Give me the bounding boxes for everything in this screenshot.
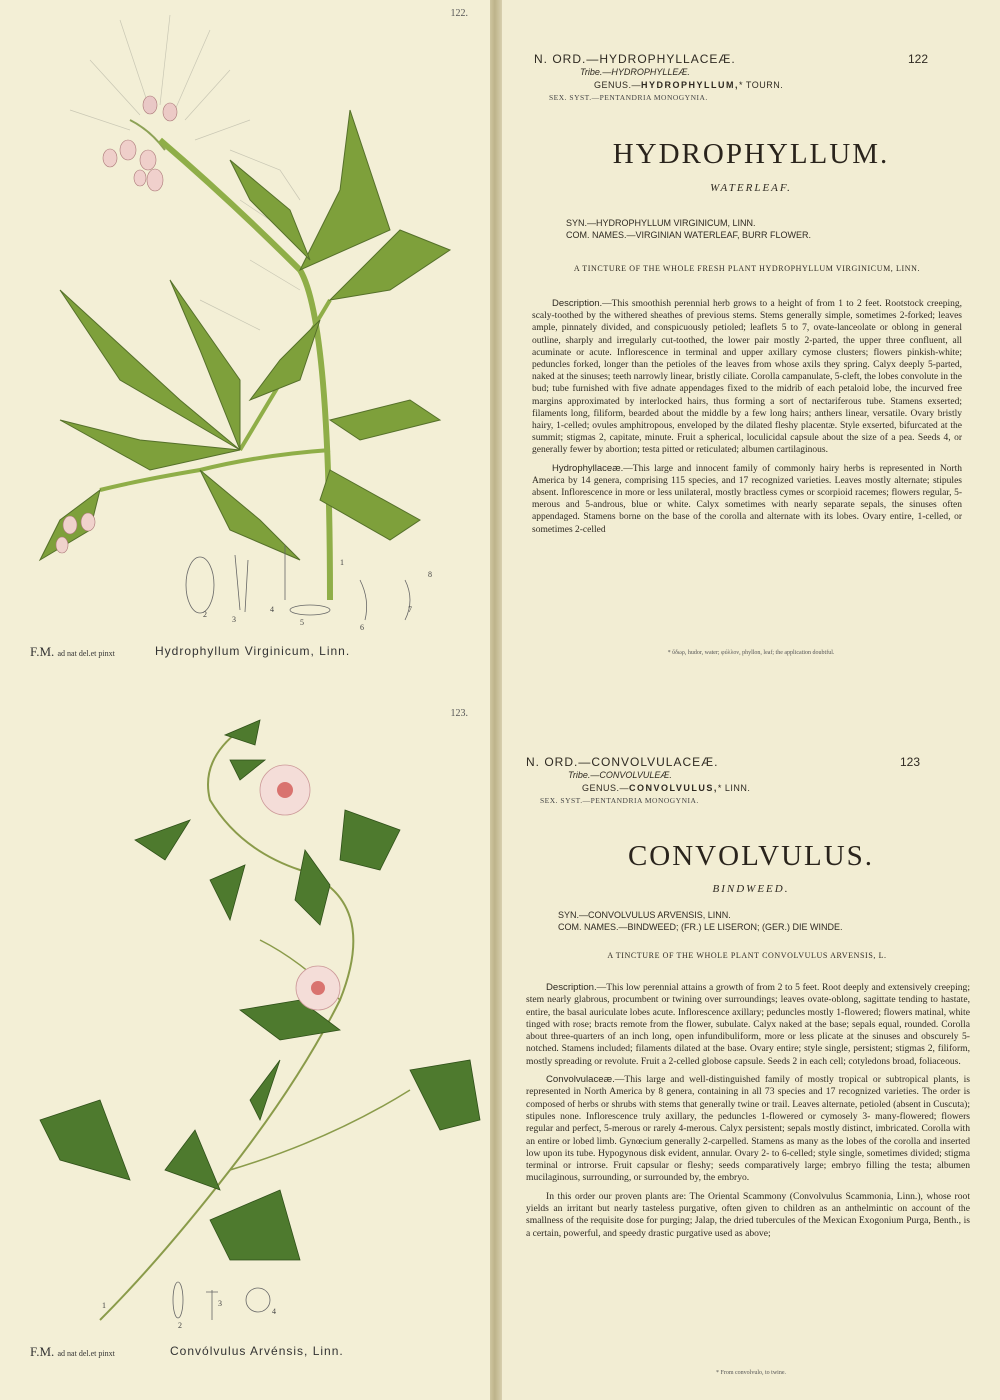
family-paragraph xyxy=(526,1074,970,1185)
plate-number: 122. xyxy=(450,8,468,19)
common-name: WATERLEAF. xyxy=(710,182,792,194)
genus-name: CONVOLVULUS, xyxy=(629,783,718,793)
description-paragraph xyxy=(526,982,970,1068)
tincture-line: A TINCTURE OF THE WHOLE FRESH PLANT HYDROPHYLLUM VIRGINICUM, LINN. xyxy=(573,264,921,273)
plate-caption: Convólvulus Arvénsis, Linn. xyxy=(170,1344,344,1358)
fig-2: 2 xyxy=(203,610,207,619)
plate-number: 123. xyxy=(450,708,468,719)
extra-paragraph: In this order our proven plants are: The Oriental Scammony (Convolvulus Scammonia, Linn.), whose root yields an irritant but nearly tasteless purgative, often given to children as an anthelmintic on account of the smallness of the requisite dose for purging; Jalap, the dried tubercules of the Mexican Exogonium Purga, Benth., is a certain, powerful, and speedy drastic purgative used as above; xyxy=(526,1190,970,1239)
leaves xyxy=(40,720,480,1260)
genus-name: HYDROPHYLLUM, xyxy=(641,80,740,90)
genus-suffix: * LINN. xyxy=(717,783,751,793)
convolvulus-plate xyxy=(0,700,490,1400)
fig-4: 4 xyxy=(272,1307,276,1316)
description-paragraph xyxy=(532,298,962,457)
monogram: F.M. xyxy=(30,644,55,659)
family-text: —This large and well-distinguished family of mostly tropical or subtropical plants, is represented in North America by 8 genera, containing in all 73 species and 17 recognized varieties. The order is composed of herbs or shrubs with stems that generally twine or trail. Leaves alternate, petioled (absent in Cuscuta); stipules none. Inflorescence truly axillary, the peduncles 1-flowered or cymosely 3- many-flowered; flowers regular and perfect, 5-merous or rarely 4-merous. Calyx persistent; sepals mostly distinct, imbricated. Corolla with an entire or lobed limb. Gynœcium generally 2-carpelled. Stamens as many as the lobes of the corolla and inserted low upon its tube. Hypogynous disk evident, annular. Ovary 2- to 6-celled; style single, sometimes divided; stigma terminal or introrse. Fruit capsular or fleshy; seeds comparatively large; embryo filling the testa; albumen mucilaginous, surrounding, or surrounded by, the embryo. xyxy=(526,1074,970,1184)
genus-line xyxy=(582,783,750,793)
description-lead: Description. xyxy=(546,982,597,993)
com-names-line: COM. NAMES.—VIRGINIAN WATERLEAF, BURR FLOWER. xyxy=(566,230,812,240)
family-lead: Convolvulaceæ. xyxy=(546,1074,615,1086)
syn-line: SYN.—HYDROPHYLLUM VIRGINICUM, LINN. xyxy=(566,218,756,228)
hydrophyllum-plate xyxy=(0,0,490,700)
figure-numbers xyxy=(102,1299,276,1330)
monogram-note: ad nat del.et pinxt xyxy=(57,649,115,658)
sketch-lines xyxy=(70,15,300,330)
gutter xyxy=(490,0,502,700)
fig-2: 2 xyxy=(178,1321,182,1330)
syn-line: SYN.—CONVOLVULUS ARVENSIS, LINN. xyxy=(558,910,731,920)
fig-5: 5 xyxy=(300,618,304,627)
bottom-spread xyxy=(0,700,1000,1400)
monogram-note: ad nat del.et pinxt xyxy=(57,1349,115,1358)
fig-8: 8 xyxy=(428,570,432,579)
common-name: BINDWEED. xyxy=(712,883,790,895)
fig-6: 6 xyxy=(360,623,364,632)
synonyms xyxy=(566,217,811,241)
sexual-system: SEX. SYST.—PENTANDRIA MONOGYNIA. xyxy=(540,796,699,805)
description-text: —This low perennial attains a growth of from 2 to 5 feet. Root deeply and extensively creeping; stem nearly glabrous, procumbent or twining over surroundings; leaves ovate-oblong, sagittate tending to hastate, entire, the basal auriculate lobes acute. Inflorescence axillary; peduncles mostly 1-flowered; flowers matinal, white tinged with rose; bracts remote from the flower, subulate. Calyx naked at the base; sepals equal, rounded. Corolla about three-quarters of an inch long, open infundibuliform, more or less plicate at the sinuses and obscurely 5-notched. Stamens included; filaments dilated at the base. Ovary entire; style single, persistent; stigmas 2, filiform, mostly spreading or revolute. Fruit a 2-celled globose capsule. Seeds 2 in each cell; cotyledons broad, foliaceous. xyxy=(526,982,970,1067)
hydrophyllum-illustration xyxy=(0,0,490,700)
detail-figures xyxy=(186,545,410,620)
footnote: * ὕδωρ, hudor, water; φύλλον, phyllon, leaf; the application doubtful. xyxy=(667,650,835,656)
page-title: HYDROPHYLLUM. xyxy=(612,138,890,170)
tincture-line: A TINCTURE OF THE WHOLE PLANT CONVOLVULUS ARVENSIS, L. xyxy=(607,951,887,960)
fig-4: 4 xyxy=(270,605,274,614)
sexual-system: SEX. SYST.—PENTANDRIA MONOGYNIA. xyxy=(549,93,708,102)
genus-prefix: GENUS.— xyxy=(594,80,642,90)
natural-order: N. ORD.—CONVOLVULACEÆ. xyxy=(526,755,719,769)
natural-order: N. ORD.—HYDROPHYLLACEÆ. xyxy=(534,52,736,66)
tribe: Tribe.—CONVOLVULEÆ. xyxy=(568,770,672,780)
tribe: Tribe.—HYDROPHYLLEÆ. xyxy=(580,67,690,77)
page-number: 123 xyxy=(899,755,920,769)
page-title: CONVOLVULUS. xyxy=(627,840,875,872)
convolvulus-text-page xyxy=(502,700,1000,1400)
synonyms xyxy=(558,909,843,933)
body-text xyxy=(532,298,962,542)
page-number: 122 xyxy=(907,52,928,66)
body-text xyxy=(526,982,970,1246)
description-text: —This smoothish perennial herb grows to a height of from 1 to 2 feet. Rootstock creeping, scaly-toothed by the withered sheathes of previous stems. Stems generally simple, sometimes 2-forked; leaves ample, pinnately divided, and conspicuously petioled; leaflets 5 to 7, ovate-lanceolate or oblong in general outline, sharply and irregularly cut-toothed, the lower pair mostly 2-parted, the upper three confluent, all acuminate or acute. Inflorescence in terminal and upper axillary cymose clusters; flowers pinkish-white; peduncles forked, longer than the petioles of the leaves from whose axils they spring. Calyx deeply 5-parted, naked at the sinuses; teeth narrowly linear, bristly ciliate. Corolla campanulate, 5-cleft, the lobes convolute in the bud; tube furnished with five adnate appendages fixed to the midrib of each petaloid lobe, the incurved free margins approximated by interlocked hairs, thus forming a sort of nectariferous tube. Stamens exserted; filaments long, filiform, bearded about the middle by a few long hairs; anthers linear, versatile. Ovary bristly hairy, 1-celled; ovules amphitropous, enveloped by the dilated fleshy placentæ. Style exserted, bifurcated at the summit; stigmas 2, capitate, minute. Fruit a spherical, loculicidal capsule about the size of a pea. Seeds 4, or generally fewer by abortion; testa pitted or reticulated; albumen cartilaginous. xyxy=(532,299,962,456)
monogram: F.M. xyxy=(30,1344,55,1359)
fig-1: 1 xyxy=(340,558,344,567)
family-lead: Hydrophyllaceæ. xyxy=(552,462,624,474)
artist-monogram xyxy=(30,1344,115,1360)
family-text: —This large and innocent family of commonly hairy herbs is represented in North America by 14 genera, comprising 115 species, and 17 recognized varieties. Leaves mostly alternate; stipules absent. Inflorescence in more or less unilateral, mostly bractless cymes or scorpioid racemes; flowers regular, 5-merous and 5-androus, blue or white. Calyx sometimes with nearly separate sepals, the sinuses often appendaged. Stamens borne on the base of the corolla and alternate with its lobes. Ovary entire, 1-celled, or sometimes 2-celled xyxy=(532,463,962,535)
family-paragraph xyxy=(532,463,962,536)
gutter xyxy=(490,700,502,1400)
leaves xyxy=(40,110,450,560)
genus-line xyxy=(594,80,783,90)
fig-7: 7 xyxy=(408,605,412,614)
artist-monogram xyxy=(30,644,115,660)
figure-numbers xyxy=(203,558,432,632)
fig-3: 3 xyxy=(232,615,236,624)
com-names-line: COM. NAMES.—BINDWEED; (FR.) LE LISERON; (GER.) DIE WINDE. xyxy=(558,922,843,932)
convolvulus-illustration xyxy=(0,700,490,1400)
hydrophyllum-text-page xyxy=(502,0,1000,700)
footnote: * From convolvulo, to twine. xyxy=(716,1370,786,1376)
fig-1: 1 xyxy=(102,1301,106,1310)
description-lead: Description. xyxy=(552,298,603,309)
genus-suffix: * TOURN. xyxy=(739,80,784,90)
genus-prefix: GENUS.— xyxy=(582,783,630,793)
fig-3: 3 xyxy=(218,1299,222,1308)
plate-caption: Hydrophyllum Virginicum, Linn. xyxy=(155,644,351,658)
